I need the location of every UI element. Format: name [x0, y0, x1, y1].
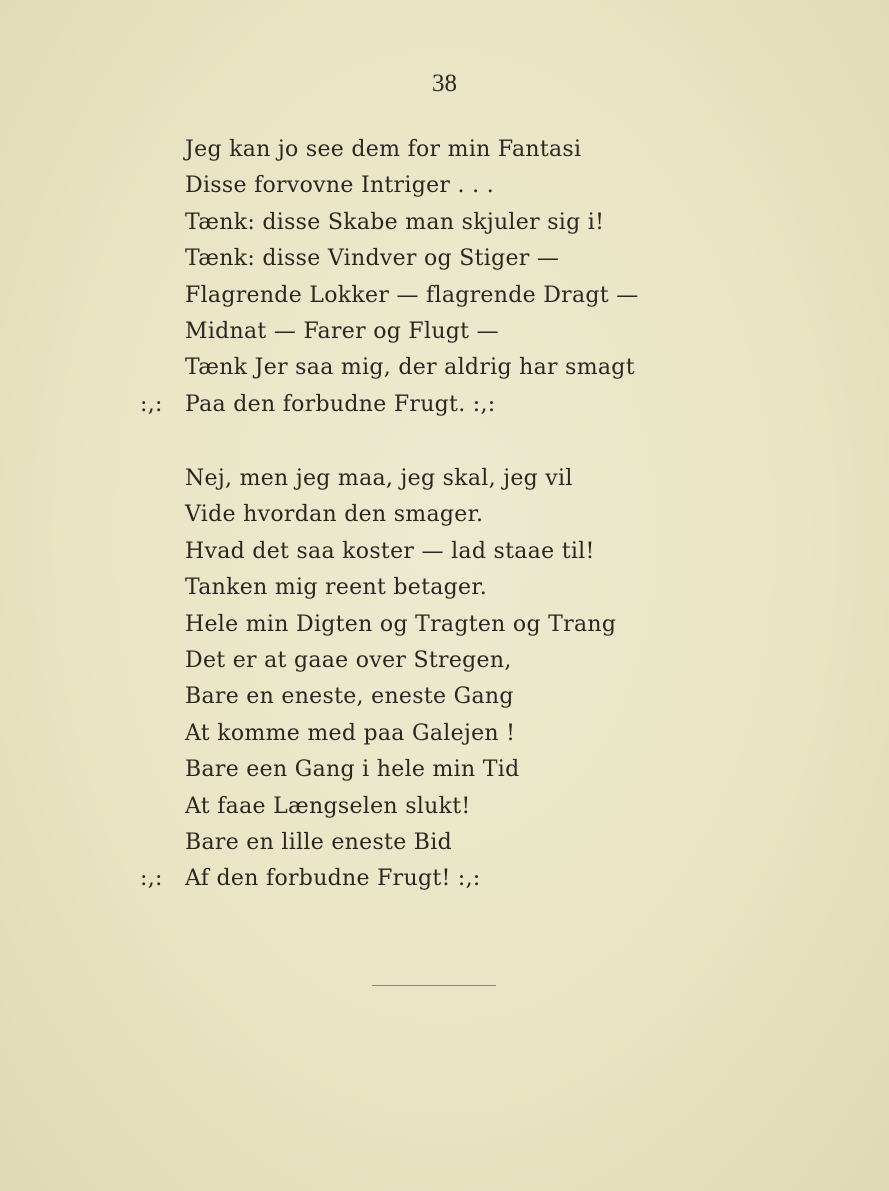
line-text: Jeg kan jo see dem for min Fantasi: [185, 137, 582, 162]
verse-line: [140, 387, 700, 423]
line-text: Bare een Gang i hele min Tid: [185, 757, 520, 783]
line-text: Nej, men jeg maa, jeg skal, jeg vil: [185, 466, 573, 491]
verse-line: [140, 825, 700, 861]
verse-line: [140, 132, 700, 168]
verse-line: [140, 241, 700, 277]
repeat-mark: :,:: [140, 391, 163, 417]
repeat-mark: :,:: [140, 866, 163, 892]
verse-line: [140, 534, 700, 570]
line-text: Bare en lille eneste Bid: [185, 829, 452, 855]
line-text: Paa den forbudne Frugt. :,:: [185, 391, 496, 417]
verse-line: [140, 570, 700, 606]
line-text: Hvad det saa koster — lad staae til!: [185, 538, 595, 564]
line-text: Tænk: disse Skabe man skjuler sig i!: [185, 209, 605, 235]
end-rule: [372, 985, 496, 986]
verse-line: [140, 461, 700, 497]
verse-line: [140, 314, 700, 350]
verse-line: [140, 497, 700, 533]
line-text: Bare en eneste, eneste Gang: [185, 684, 514, 710]
verse-line: [140, 861, 700, 897]
verse-line: [140, 643, 700, 679]
page-number: 38: [432, 70, 457, 97]
verse-line: [140, 752, 700, 788]
line-text: Af den forbudne Frugt! :,:: [185, 866, 481, 892]
line-text: Vide hvordan den smager.: [185, 502, 484, 528]
line-text: Flagrende Lokker — flagrende Dragt —: [185, 282, 639, 308]
line-text: Tænk: disse Vindver og Stiger —: [185, 246, 560, 272]
verse-line: [140, 607, 700, 643]
line-text: At faae Længselen slukt!: [185, 793, 471, 819]
verse-line: [140, 716, 700, 752]
line-text: At komme med paa Galejen !: [185, 720, 516, 746]
line-text: Det er at gaae over Stregen,: [185, 647, 512, 673]
line-text: Tanken mig reent betager.: [185, 575, 488, 601]
verse-line: [140, 205, 700, 241]
line-text: Hele min Digten og Tragten og Trang: [185, 611, 617, 637]
line-text: Disse forvovne Intriger . . .: [185, 173, 494, 199]
line-text: Tænk Jer saa mig, der aldrig har smagt: [185, 355, 635, 381]
verse-line: [140, 679, 700, 715]
verse-line: [140, 350, 700, 386]
verse-line: [140, 789, 700, 825]
stanza-2: [140, 461, 700, 898]
verse-line: [140, 168, 700, 204]
stanza-1: [140, 132, 700, 423]
verse-line: [140, 278, 700, 314]
line-text: Midnat — Farer og Flugt —: [185, 318, 499, 344]
